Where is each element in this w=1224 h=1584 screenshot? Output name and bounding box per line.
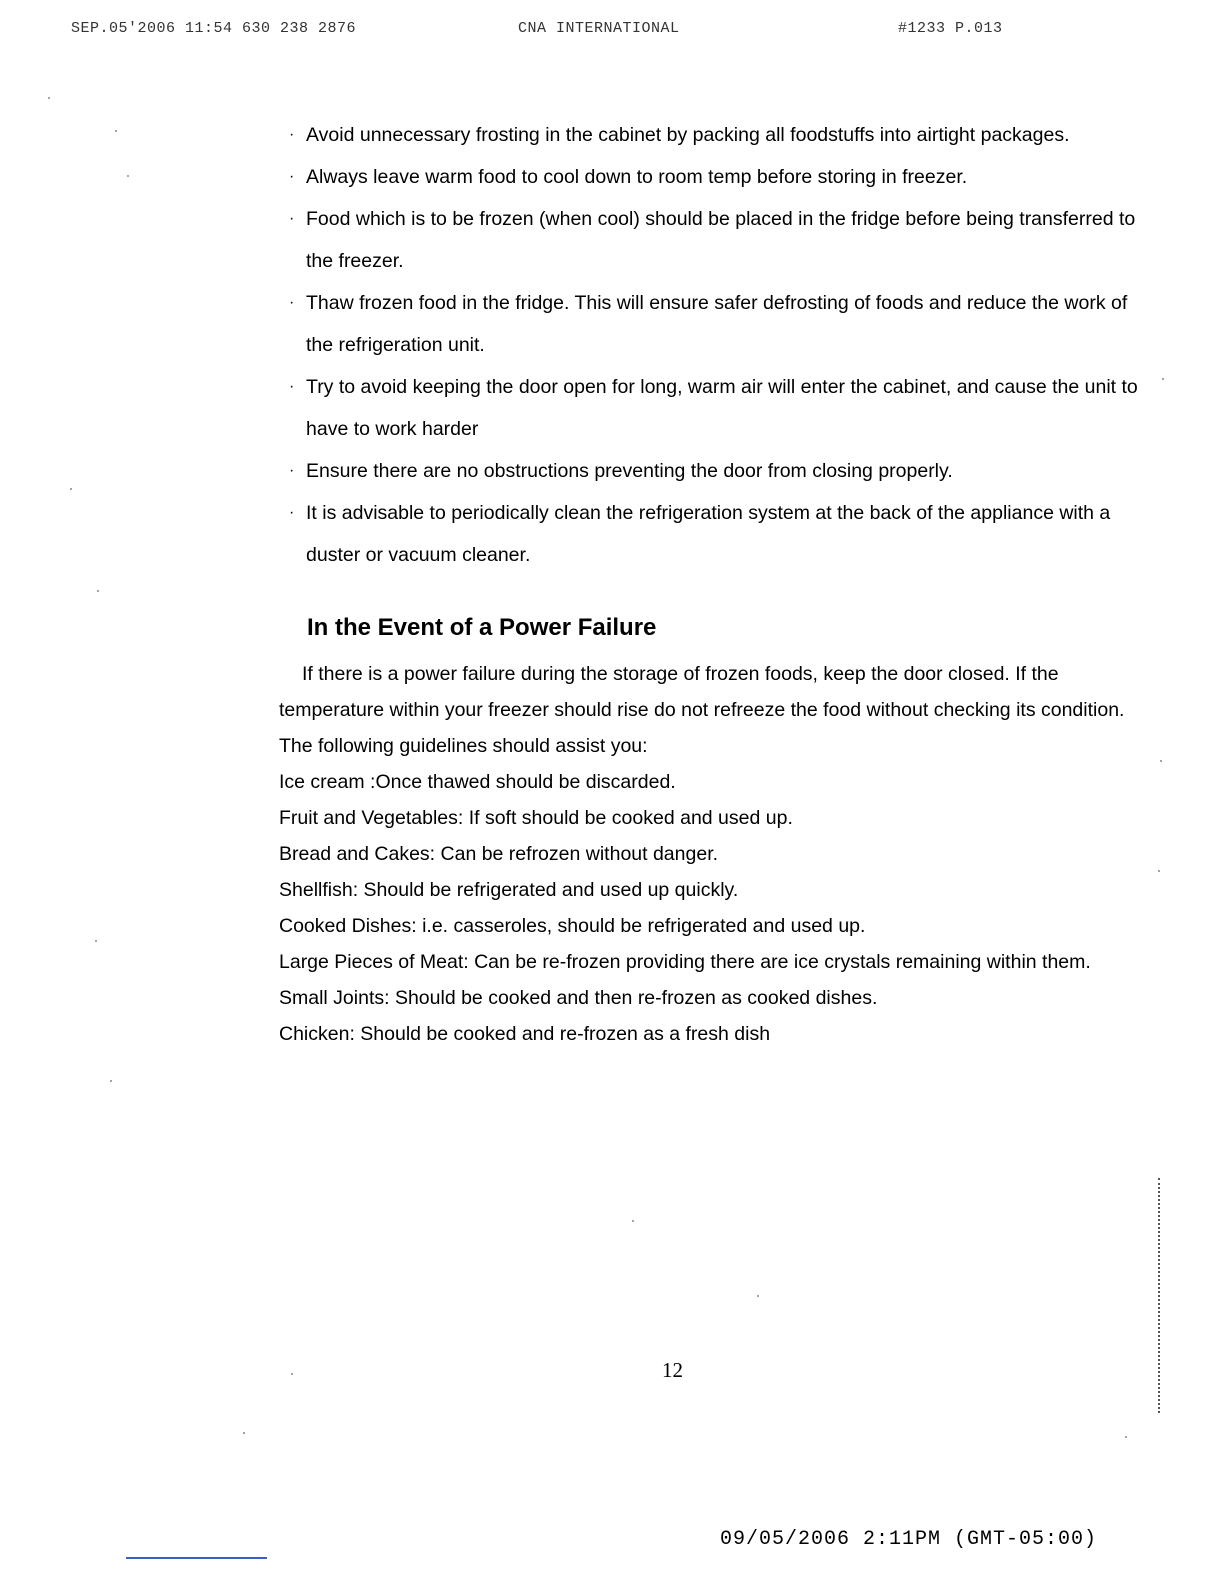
fax-header: [0, 20, 1224, 40]
tips-list: [289, 114, 1149, 576]
tip-text: Avoid unnecessary frosting in the cabinet by packing all foodstuffs into airtight packages.: [306, 124, 1070, 146]
scan-speck: [110, 1080, 112, 1082]
fax-header-sender: SEP.05'2006 11:54 630 238 2876: [71, 20, 357, 37]
scan-speck: [243, 1432, 245, 1434]
bullet-icon: ·: [289, 210, 295, 227]
guideline-item: Shellfish: Should be refrigerated and used up quickly.: [279, 879, 739, 901]
guidelines-intro: The following guidelines should assist you:: [279, 735, 648, 757]
scan-speck: [1162, 378, 1164, 380]
list-item: [289, 492, 1149, 576]
scan-speck: [291, 1373, 293, 1375]
intro-paragraph: If there is a power failure during the storage of frozen foods, keep the door closed. If the temperature within your freezer should rise do not refreeze the food without checking its condition.: [279, 663, 1125, 721]
scan-speck: [115, 130, 117, 132]
scan-speck: [70, 488, 72, 490]
tip-text: Always leave warm food to cool down to room temp before storing in freezer.: [306, 166, 968, 188]
scan-speck: [1158, 870, 1160, 872]
scan-speck: [1160, 760, 1162, 762]
scan-speck: [632, 1220, 634, 1222]
guideline-item: Large Pieces of Meat: Can be re-frozen providing there are ice crystals remaining within them.: [279, 951, 1091, 973]
guideline-item: Fruit and Vegetables: If soft should be cooked and used up.: [279, 807, 793, 829]
blue-underline-mark: [126, 1557, 267, 1559]
guideline-item: Cooked Dishes: i.e. casseroles, should be refrigerated and used up.: [279, 915, 866, 937]
bullet-icon: ·: [289, 504, 295, 521]
scan-speck: [127, 175, 129, 177]
list-item: [289, 198, 1149, 282]
page-number: 12: [662, 1358, 683, 1382]
tip-text: Thaw frozen food in the fridge. This will ensure safer defrosting of foods and reduce the work of the refrigeration unit.: [306, 292, 1128, 356]
list-item: [289, 282, 1149, 366]
tip-text: It is advisable to periodically clean the refrigeration system at the back of the appliance with a duster or vacuum cleaner.: [306, 502, 1111, 566]
bullet-icon: ·: [289, 378, 295, 395]
guideline-item: Bread and Cakes: Can be refrozen without danger.: [279, 843, 719, 865]
list-item: [289, 450, 1149, 492]
guideline-item: Ice cream :Once thawed should be discarded.: [279, 771, 676, 793]
list-item: [289, 114, 1149, 156]
section-title: In the Event of a Power Failure: [307, 614, 657, 641]
tip-text: Try to avoid keeping the door open for long, warm air will enter the cabinet, and cause the unit to have to work harder: [306, 376, 1138, 440]
scan-speck: [95, 940, 97, 942]
power-failure-section: [279, 656, 1129, 1052]
list-item: [289, 366, 1149, 450]
bullet-icon: ·: [289, 126, 295, 143]
scan-speck: [757, 1295, 759, 1297]
guideline-item: Chicken: Should be cooked and re-frozen as a fresh dish: [279, 1023, 771, 1045]
tip-text: Ensure there are no obstructions preventing the door from closing properly.: [306, 460, 953, 482]
bullet-icon: ·: [289, 294, 295, 311]
guideline-item: Small Joints: Should be cooked and then re-frozen as cooked dishes.: [279, 987, 878, 1009]
fax-header-company: CNA INTERNATIONAL: [518, 20, 680, 37]
scan-speck: [1125, 1436, 1127, 1438]
fax-footer-timestamp: 09/05/2006 2:11PM (GMT-05:00): [720, 1528, 1098, 1551]
tip-text: Food which is to be frozen (when cool) should be placed in the fridge before being transferred to the freezer.: [306, 208, 1136, 272]
scan-edge-artifact: [1158, 1178, 1163, 1413]
list-item: [289, 156, 1149, 198]
fax-header-page-ref: #1233 P.013: [898, 20, 1003, 37]
bullet-icon: ·: [289, 168, 295, 185]
bullet-icon: ·: [289, 462, 295, 479]
scan-speck: [48, 97, 50, 99]
scan-speck: [97, 590, 99, 592]
